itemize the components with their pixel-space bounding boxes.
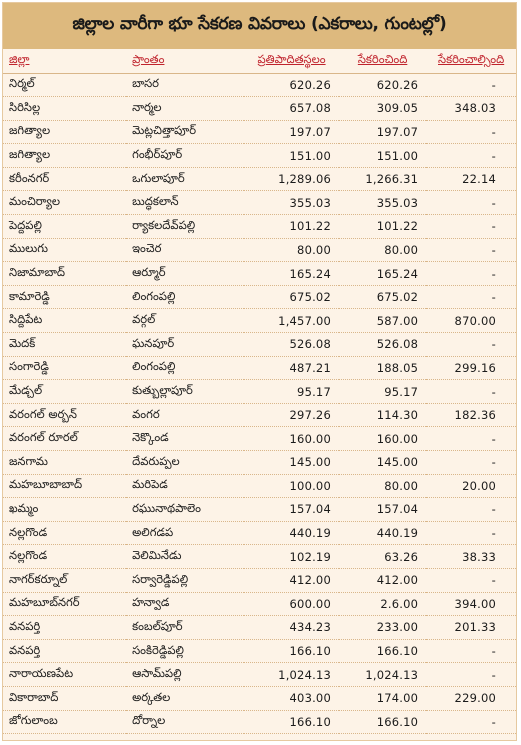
- acquired-cell: 412.00: [339, 568, 426, 592]
- pending-cell: -: [426, 262, 516, 286]
- pending-cell: -: [426, 568, 516, 592]
- district-cell: జోగులాంబ: [3, 710, 126, 734]
- place-cell: ర్యాకలదేవ్‌పల్లి: [126, 215, 244, 239]
- proposed-cell: 657.08: [244, 97, 339, 121]
- proposed-cell: 1,289.06: [244, 167, 339, 191]
- acquired-cell: 309.05: [339, 97, 426, 121]
- proposed-cell: 487.21: [244, 356, 339, 380]
- pending-cell: 38.33: [426, 545, 516, 569]
- table-row: [3, 262, 516, 286]
- acquired-cell: 80.00: [339, 474, 426, 498]
- place-cell: ఘనపూర్: [126, 333, 244, 357]
- proposed-cell: 160.00: [244, 427, 339, 451]
- header-pending: సేకరించాల్సింది: [426, 49, 516, 73]
- place-cell: మరిపెడ: [126, 474, 244, 498]
- district-cell: ములుగు: [3, 238, 126, 262]
- place-cell: అలిగడప: [126, 521, 244, 545]
- table-row: [3, 663, 516, 687]
- table-row: [3, 427, 516, 451]
- district-cell: సిద్దిపేట: [3, 309, 126, 333]
- table-row: [3, 474, 516, 498]
- proposed-cell: 95.17: [244, 380, 339, 404]
- proposed-cell: 434.23: [244, 616, 339, 640]
- acquired-cell: 675.02: [339, 285, 426, 309]
- acquired-cell: 2.6.00: [339, 592, 426, 616]
- table-row: [3, 616, 516, 640]
- proposed-cell: 80.00: [244, 238, 339, 262]
- acquired-cell: 157.04: [339, 498, 426, 522]
- district-cell: ఖమ్మం: [3, 498, 126, 522]
- district-cell: పెద్దపల్లి: [3, 215, 126, 239]
- acquired-cell: 1,024.13: [339, 663, 426, 687]
- pending-cell: 394.00: [426, 592, 516, 616]
- table-row: [3, 97, 516, 121]
- pending-cell: -: [426, 73, 516, 97]
- acquired-cell: 165.24: [339, 262, 426, 286]
- district-cell: మహబూబాబాద్: [3, 474, 126, 498]
- district-cell: జనగామ: [3, 451, 126, 475]
- acquired-cell: 1,266.31: [339, 167, 426, 191]
- place-cell: ఆర్మూర్: [126, 262, 244, 286]
- proposed-cell: 600.00: [244, 592, 339, 616]
- place-cell: బుద్ధకలాన్: [126, 191, 244, 215]
- place-cell: సర్వారెడ్డిపల్లి: [126, 568, 244, 592]
- district-cell: వనపర్తి: [3, 616, 126, 640]
- place-cell: ఇంచెర: [126, 238, 244, 262]
- table-row: [3, 592, 516, 616]
- proposed-cell: 165.24: [244, 262, 339, 286]
- place-cell: కుత్బుల్లాపూర్: [126, 380, 244, 404]
- place-cell: ఆసామ్‌పల్లి: [126, 663, 244, 687]
- pending-cell: -: [426, 215, 516, 239]
- district-cell: జగిత్యాల: [3, 144, 126, 168]
- proposed-cell: 166.10: [244, 710, 339, 734]
- proposed-cell: 197.07: [244, 120, 339, 144]
- place-cell: మెట్లచిత్తాపూర్: [126, 120, 244, 144]
- table-row: [3, 639, 516, 663]
- place-cell: నెక్కొండ: [126, 427, 244, 451]
- district-cell: కరీంనగర్: [3, 167, 126, 191]
- table-row: [3, 285, 516, 309]
- district-cell: జగిత్యాల: [3, 120, 126, 144]
- land-acquisition-table: [3, 49, 516, 734]
- pending-cell: 299.16: [426, 356, 516, 380]
- proposed-cell: 440.19: [244, 521, 339, 545]
- table-row: [3, 521, 516, 545]
- acquired-cell: 166.10: [339, 639, 426, 663]
- acquired-cell: 355.03: [339, 191, 426, 215]
- proposed-cell: 620.26: [244, 73, 339, 97]
- pending-cell: 22.14: [426, 167, 516, 191]
- table-header-row: [3, 49, 516, 73]
- pending-cell: 201.33: [426, 616, 516, 640]
- pending-cell: -: [426, 191, 516, 215]
- acquired-cell: 114.30: [339, 403, 426, 427]
- district-cell: కామారెడ్డి: [3, 285, 126, 309]
- place-cell: వర్గల్: [126, 309, 244, 333]
- district-cell: మేడ్చల్: [3, 380, 126, 404]
- table-row: [3, 73, 516, 97]
- pending-cell: -: [426, 144, 516, 168]
- place-cell: కంబల్‌పూర్: [126, 616, 244, 640]
- pending-cell: 229.00: [426, 686, 516, 710]
- table-row: [3, 686, 516, 710]
- pending-cell: -: [426, 380, 516, 404]
- table-row: [3, 403, 516, 427]
- proposed-cell: 526.08: [244, 333, 339, 357]
- table-row: [3, 120, 516, 144]
- table-row: [3, 545, 516, 569]
- place-cell: సంకిరెడ్డిపల్లి: [126, 639, 244, 663]
- pending-cell: -: [426, 521, 516, 545]
- proposed-cell: 100.00: [244, 474, 339, 498]
- pending-cell: -: [426, 639, 516, 663]
- table-row: [3, 309, 516, 333]
- place-cell: ఒగులాపూర్: [126, 167, 244, 191]
- table-row: [3, 191, 516, 215]
- acquired-cell: 188.05: [339, 356, 426, 380]
- district-cell: వరంగల్ రూరల్: [3, 427, 126, 451]
- acquired-cell: 197.07: [339, 120, 426, 144]
- pending-cell: 870.00: [426, 309, 516, 333]
- district-cell: వనపర్తి: [3, 639, 126, 663]
- district-cell: నల్లగొండ: [3, 521, 126, 545]
- table-row: [3, 498, 516, 522]
- proposed-cell: 675.02: [244, 285, 339, 309]
- place-cell: రఘునాథపాలెం: [126, 498, 244, 522]
- header-district: జిల్లా: [3, 49, 126, 73]
- place-cell: హన్వాడ: [126, 592, 244, 616]
- pending-cell: -: [426, 498, 516, 522]
- pending-cell: -: [426, 427, 516, 451]
- acquired-cell: 80.00: [339, 238, 426, 262]
- table-row: [3, 568, 516, 592]
- acquired-cell: 101.22: [339, 215, 426, 239]
- acquired-cell: 166.10: [339, 710, 426, 734]
- district-cell: వికారాబాద్: [3, 686, 126, 710]
- district-cell: నల్లగొండ: [3, 545, 126, 569]
- place-cell: గంభీర్‌పూర్: [126, 144, 244, 168]
- table-row: [3, 451, 516, 475]
- table-row: [3, 380, 516, 404]
- proposed-cell: 355.03: [244, 191, 339, 215]
- acquired-cell: 63.26: [339, 545, 426, 569]
- pending-cell: -: [426, 710, 516, 734]
- proposed-cell: 102.19: [244, 545, 339, 569]
- acquired-cell: 160.00: [339, 427, 426, 451]
- acquired-cell: 440.19: [339, 521, 426, 545]
- pending-cell: 20.00: [426, 474, 516, 498]
- pending-cell: -: [426, 663, 516, 687]
- pending-cell: -: [426, 238, 516, 262]
- proposed-cell: 166.10: [244, 639, 339, 663]
- proposed-cell: 403.00: [244, 686, 339, 710]
- pending-cell: 182.36: [426, 403, 516, 427]
- pending-cell: -: [426, 451, 516, 475]
- place-cell: దేవరుప్పల: [126, 451, 244, 475]
- proposed-cell: 151.00: [244, 144, 339, 168]
- page-title: జిల్లాల వారీగా భూ సేకరణ వివరాలు (ఎకరాలు, గుంటల్లో): [3, 3, 516, 49]
- place-cell: వెలిమినేడు: [126, 545, 244, 569]
- district-cell: నిజామాబాద్: [3, 262, 126, 286]
- acquired-cell: 95.17: [339, 380, 426, 404]
- table-row: [3, 356, 516, 380]
- place-cell: నార్మల: [126, 97, 244, 121]
- district-cell: వరంగల్ అర్బన్: [3, 403, 126, 427]
- place-cell: వంగర: [126, 403, 244, 427]
- pending-cell: 348.03: [426, 97, 516, 121]
- district-cell: మంచిర్యాల: [3, 191, 126, 215]
- table-row: [3, 167, 516, 191]
- proposed-cell: 157.04: [244, 498, 339, 522]
- district-cell: సంగారెడ్డి: [3, 356, 126, 380]
- proposed-cell: 412.00: [244, 568, 339, 592]
- proposed-cell: 101.22: [244, 215, 339, 239]
- place-cell: దోర్నాల: [126, 710, 244, 734]
- district-cell: మహబూబ్‌నగర్: [3, 592, 126, 616]
- header-proposed: ప్రతిపాదితస్థలం: [244, 49, 339, 73]
- district-cell: నిర్మల్: [3, 73, 126, 97]
- acquired-cell: 620.26: [339, 73, 426, 97]
- table-row: [3, 238, 516, 262]
- table-row: [3, 333, 516, 357]
- district-cell: నాగర్‌కర్నూల్: [3, 568, 126, 592]
- table-row: [3, 215, 516, 239]
- proposed-cell: 297.26: [244, 403, 339, 427]
- acquired-cell: 174.00: [339, 686, 426, 710]
- district-cell: నారాయణపేట: [3, 663, 126, 687]
- district-cell: సిరిసిల్ల: [3, 97, 126, 121]
- place-cell: అర్కతల: [126, 686, 244, 710]
- proposed-cell: 1,457.00: [244, 309, 339, 333]
- place-cell: బాసర: [126, 73, 244, 97]
- land-acquisition-card: [2, 2, 517, 741]
- pending-cell: -: [426, 285, 516, 309]
- acquired-cell: 151.00: [339, 144, 426, 168]
- proposed-cell: 1,024.13: [244, 663, 339, 687]
- acquired-cell: 587.00: [339, 309, 426, 333]
- place-cell: లింగంపల్లి: [126, 356, 244, 380]
- pending-cell: -: [426, 333, 516, 357]
- place-cell: లింగంపల్లి: [126, 285, 244, 309]
- acquired-cell: 233.00: [339, 616, 426, 640]
- proposed-cell: 145.00: [244, 451, 339, 475]
- acquired-cell: 145.00: [339, 451, 426, 475]
- acquired-cell: 526.08: [339, 333, 426, 357]
- table-row: [3, 710, 516, 734]
- district-cell: మెదక్: [3, 333, 126, 357]
- header-place: ప్రాంతం: [126, 49, 244, 73]
- header-acquired: సేకరించింది: [339, 49, 426, 73]
- pending-cell: -: [426, 120, 516, 144]
- table-row: [3, 144, 516, 168]
